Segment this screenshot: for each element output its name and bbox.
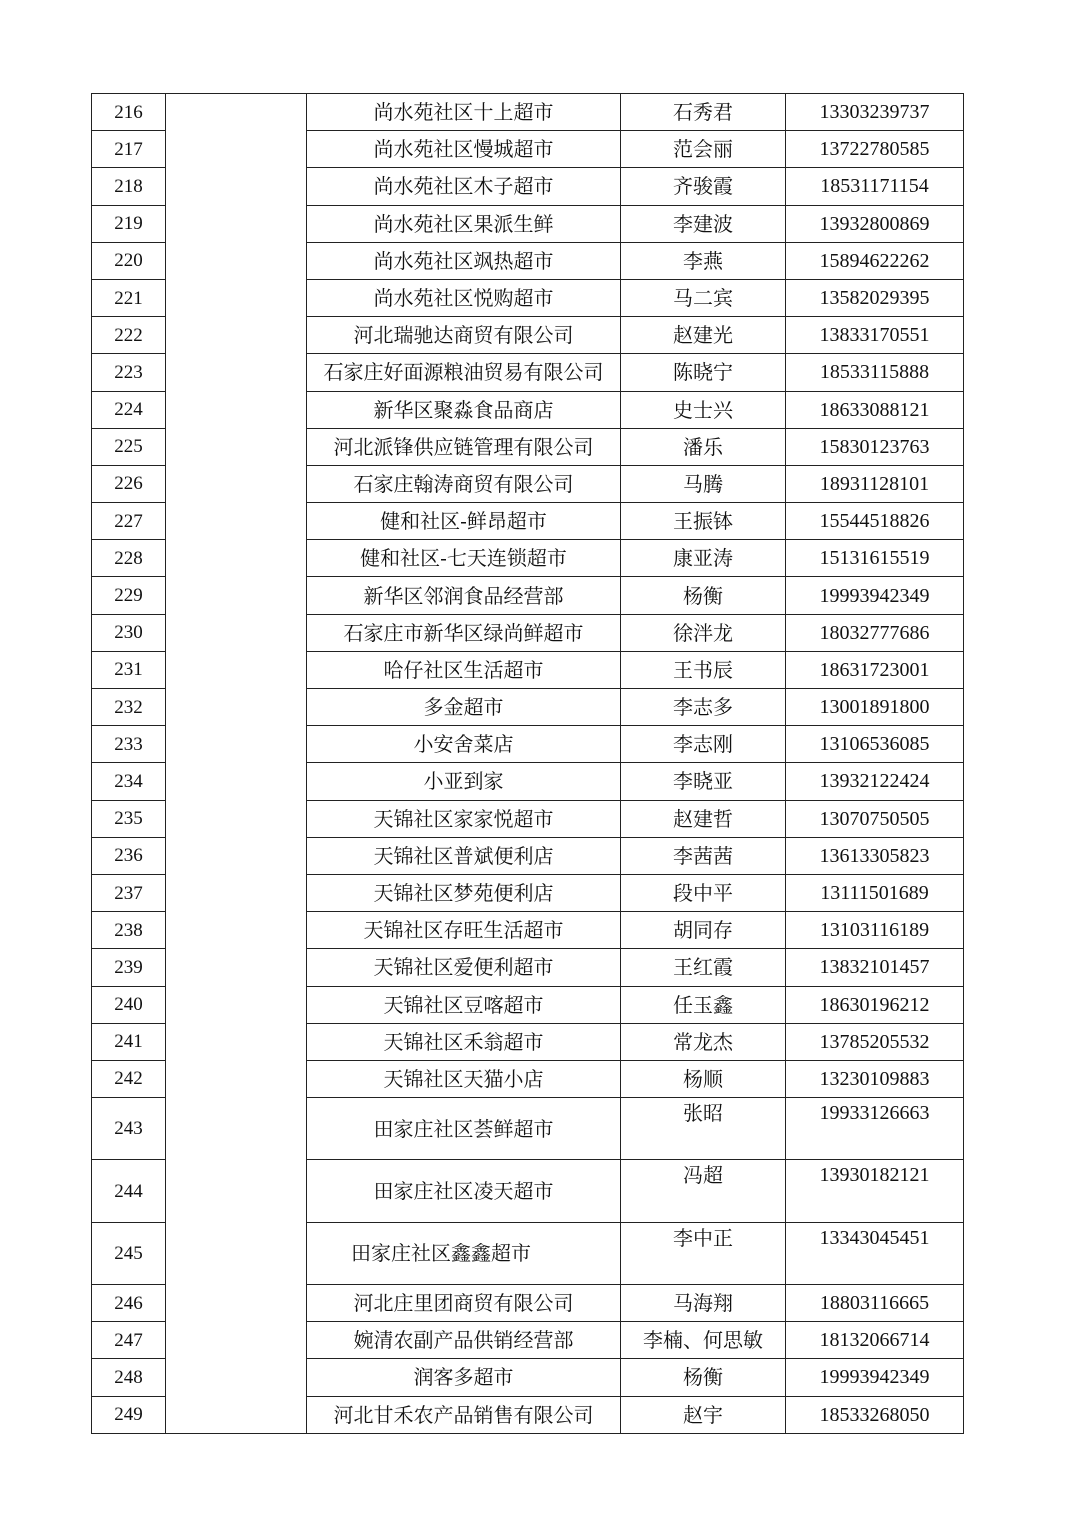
row-number-cell: 245	[92, 1222, 166, 1284]
store-name-cell: 尚水苑社区飒热超市	[307, 242, 621, 279]
store-name-cell: 尚水苑社区慢城超市	[307, 131, 621, 168]
store-name-cell: 天锦社区家家悦超市	[307, 800, 621, 837]
phone-number-cell: 15830123763	[786, 428, 964, 465]
row-number-cell: 238	[92, 912, 166, 949]
contact-person-cell: 赵建哲	[621, 800, 786, 837]
phone-number-cell: 13932800869	[786, 205, 964, 242]
phone-number-cell: 18631723001	[786, 651, 964, 688]
contact-person-cell: 赵宇	[621, 1396, 786, 1433]
phone-number-cell: 18630196212	[786, 986, 964, 1023]
store-name-cell: 天锦社区梦苑便利店	[307, 874, 621, 911]
store-name-cell: 尚水苑社区果派生鲜	[307, 205, 621, 242]
contact-person-cell: 胡同存	[621, 912, 786, 949]
row-number-cell: 223	[92, 354, 166, 391]
phone-number-cell: 18533115888	[786, 354, 964, 391]
row-number-cell: 234	[92, 763, 166, 800]
row-number-cell: 237	[92, 874, 166, 911]
row-number-cell: 221	[92, 279, 166, 316]
row-number-cell: 244	[92, 1160, 166, 1222]
contact-person-cell: 齐骏霞	[621, 168, 786, 205]
store-name-cell: 天锦社区爱便利超市	[307, 949, 621, 986]
row-number-cell: 236	[92, 837, 166, 874]
row-number-cell: 226	[92, 465, 166, 502]
row-number-cell: 228	[92, 540, 166, 577]
store-name-cell: 田家庄社区鑫鑫超市	[307, 1222, 621, 1284]
store-name-cell: 多金超市	[307, 689, 621, 726]
contact-person-cell: 王红霞	[621, 949, 786, 986]
phone-number-cell: 18132066714	[786, 1322, 964, 1359]
contact-person-cell: 马二宾	[621, 279, 786, 316]
phone-number-cell: 13722780585	[786, 131, 964, 168]
row-number-cell: 235	[92, 800, 166, 837]
store-name-cell: 石家庄市新华区绿尚鲜超市	[307, 614, 621, 651]
store-list-table	[91, 93, 964, 1434]
store-name-cell: 婉清农副产品供销经营部	[307, 1322, 621, 1359]
contact-person-cell: 任玉鑫	[621, 986, 786, 1023]
row-number-cell: 217	[92, 131, 166, 168]
contact-person-cell: 杨衡	[621, 577, 786, 614]
phone-number-cell: 13230109883	[786, 1060, 964, 1097]
phone-number-cell: 13832101457	[786, 949, 964, 986]
phone-number-cell: 18531171154	[786, 168, 964, 205]
phone-number-cell: 13070750505	[786, 800, 964, 837]
row-number-cell: 239	[92, 949, 166, 986]
contact-person-cell: 马腾	[621, 465, 786, 502]
phone-number-cell: 13582029395	[786, 279, 964, 316]
contact-person-cell: 李志多	[621, 689, 786, 726]
phone-number-cell: 15544518826	[786, 503, 964, 540]
store-name-cell: 健和社区-鲜昂超市	[307, 503, 621, 540]
store-name-cell: 润客多超市	[307, 1359, 621, 1396]
contact-person-cell: 陈晓宁	[621, 354, 786, 391]
row-number-cell: 218	[92, 168, 166, 205]
store-name-cell: 石家庄好面源粮油贸易有限公司	[307, 354, 621, 391]
contact-person-cell: 范会丽	[621, 131, 786, 168]
contact-person-cell: 史士兴	[621, 391, 786, 428]
row-number-cell: 240	[92, 986, 166, 1023]
contact-person-cell: 杨顺	[621, 1060, 786, 1097]
row-number-cell: 220	[92, 242, 166, 279]
phone-number-cell: 18032777686	[786, 614, 964, 651]
row-number-cell: 232	[92, 689, 166, 726]
contact-person-cell: 徐泮龙	[621, 614, 786, 651]
contact-person-cell: 李晓亚	[621, 763, 786, 800]
contact-person-cell: 李茜茜	[621, 837, 786, 874]
phone-number-cell: 13932122424	[786, 763, 964, 800]
contact-person-cell: 王振钵	[621, 503, 786, 540]
row-number-cell: 216	[92, 94, 166, 131]
phone-number-cell: 13103116189	[786, 912, 964, 949]
contact-person-cell: 李建波	[621, 205, 786, 242]
phone-number-cell: 13785205532	[786, 1023, 964, 1060]
store-name-cell: 尚水苑社区十上超市	[307, 94, 621, 131]
store-name-cell: 河北庄里团商贸有限公司	[307, 1284, 621, 1321]
row-number-cell: 243	[92, 1098, 166, 1160]
store-name-cell: 天锦社区普斌便利店	[307, 837, 621, 874]
phone-number-cell: 19933126663	[786, 1098, 964, 1160]
store-name-cell: 天锦社区豆喀超市	[307, 986, 621, 1023]
row-number-cell: 230	[92, 614, 166, 651]
row-number-cell: 225	[92, 428, 166, 465]
store-name-cell: 尚水苑社区木子超市	[307, 168, 621, 205]
row-number-cell: 247	[92, 1322, 166, 1359]
phone-number-cell: 15894622262	[786, 242, 964, 279]
row-number-cell: 242	[92, 1060, 166, 1097]
row-number-cell: 233	[92, 726, 166, 763]
store-name-cell: 天锦社区天猫小店	[307, 1060, 621, 1097]
table-body	[92, 94, 964, 1434]
phone-number-cell: 18803116665	[786, 1284, 964, 1321]
row-number-cell: 224	[92, 391, 166, 428]
contact-person-cell: 常龙杰	[621, 1023, 786, 1060]
store-name-cell: 小亚到家	[307, 763, 621, 800]
contact-person-cell: 赵建光	[621, 317, 786, 354]
contact-person-cell: 王书辰	[621, 651, 786, 688]
row-number-cell: 249	[92, 1396, 166, 1433]
contact-person-cell: 张昭	[621, 1098, 786, 1160]
table-row	[92, 94, 964, 131]
phone-number-cell: 13111501689	[786, 874, 964, 911]
contact-person-cell: 李燕	[621, 242, 786, 279]
store-name-cell: 河北瑞驰达商贸有限公司	[307, 317, 621, 354]
store-name-cell: 天锦社区存旺生活超市	[307, 912, 621, 949]
phone-number-cell: 15131615519	[786, 540, 964, 577]
phone-number-cell: 13343045451	[786, 1222, 964, 1284]
contact-person-cell: 潘乐	[621, 428, 786, 465]
phone-number-cell: 13613305823	[786, 837, 964, 874]
contact-person-cell: 李楠、何思敏	[621, 1322, 786, 1359]
phone-number-cell: 18633088121	[786, 391, 964, 428]
store-name-cell: 石家庄翰涛商贸有限公司	[307, 465, 621, 502]
contact-person-cell: 康亚涛	[621, 540, 786, 577]
contact-person-cell: 李中正	[621, 1222, 786, 1284]
phone-number-cell: 13001891800	[786, 689, 964, 726]
phone-number-cell: 18931128101	[786, 465, 964, 502]
contact-person-cell: 段中平	[621, 874, 786, 911]
store-name-cell: 天锦社区禾翁超市	[307, 1023, 621, 1060]
store-name-cell: 健和社区-七天连锁超市	[307, 540, 621, 577]
phone-number-cell: 13106536085	[786, 726, 964, 763]
phone-number-cell: 13930182121	[786, 1160, 964, 1222]
row-number-cell: 248	[92, 1359, 166, 1396]
row-number-cell: 231	[92, 651, 166, 688]
row-number-cell: 222	[92, 317, 166, 354]
row-number-cell: 219	[92, 205, 166, 242]
row-number-cell: 229	[92, 577, 166, 614]
store-name-cell: 田家庄社区凌天超市	[307, 1160, 621, 1222]
contact-person-cell: 李志刚	[621, 726, 786, 763]
contact-person-cell: 杨衡	[621, 1359, 786, 1396]
phone-number-cell: 13303239737	[786, 94, 964, 131]
store-name-cell: 尚水苑社区悦购超市	[307, 279, 621, 316]
contact-person-cell: 马海翔	[621, 1284, 786, 1321]
row-number-cell: 246	[92, 1284, 166, 1321]
phone-number-cell: 18533268050	[786, 1396, 964, 1433]
store-name-cell: 小安舍菜店	[307, 726, 621, 763]
district-merged-cell	[166, 94, 307, 1434]
store-name-cell: 新华区聚淼食品商店	[307, 391, 621, 428]
phone-number-cell: 19993942349	[786, 1359, 964, 1396]
contact-person-cell: 石秀君	[621, 94, 786, 131]
store-name-cell: 河北甘禾农产品销售有限公司	[307, 1396, 621, 1433]
store-name-cell: 河北派锋供应链管理有限公司	[307, 428, 621, 465]
contact-person-cell: 冯超	[621, 1160, 786, 1222]
phone-number-cell: 13833170551	[786, 317, 964, 354]
store-name-cell: 田家庄社区荟鲜超市	[307, 1098, 621, 1160]
store-name-cell: 新华区邻润食品经营部	[307, 577, 621, 614]
phone-number-cell: 19993942349	[786, 577, 964, 614]
row-number-cell: 227	[92, 503, 166, 540]
row-number-cell: 241	[92, 1023, 166, 1060]
store-name-cell: 哈仔社区生活超市	[307, 651, 621, 688]
